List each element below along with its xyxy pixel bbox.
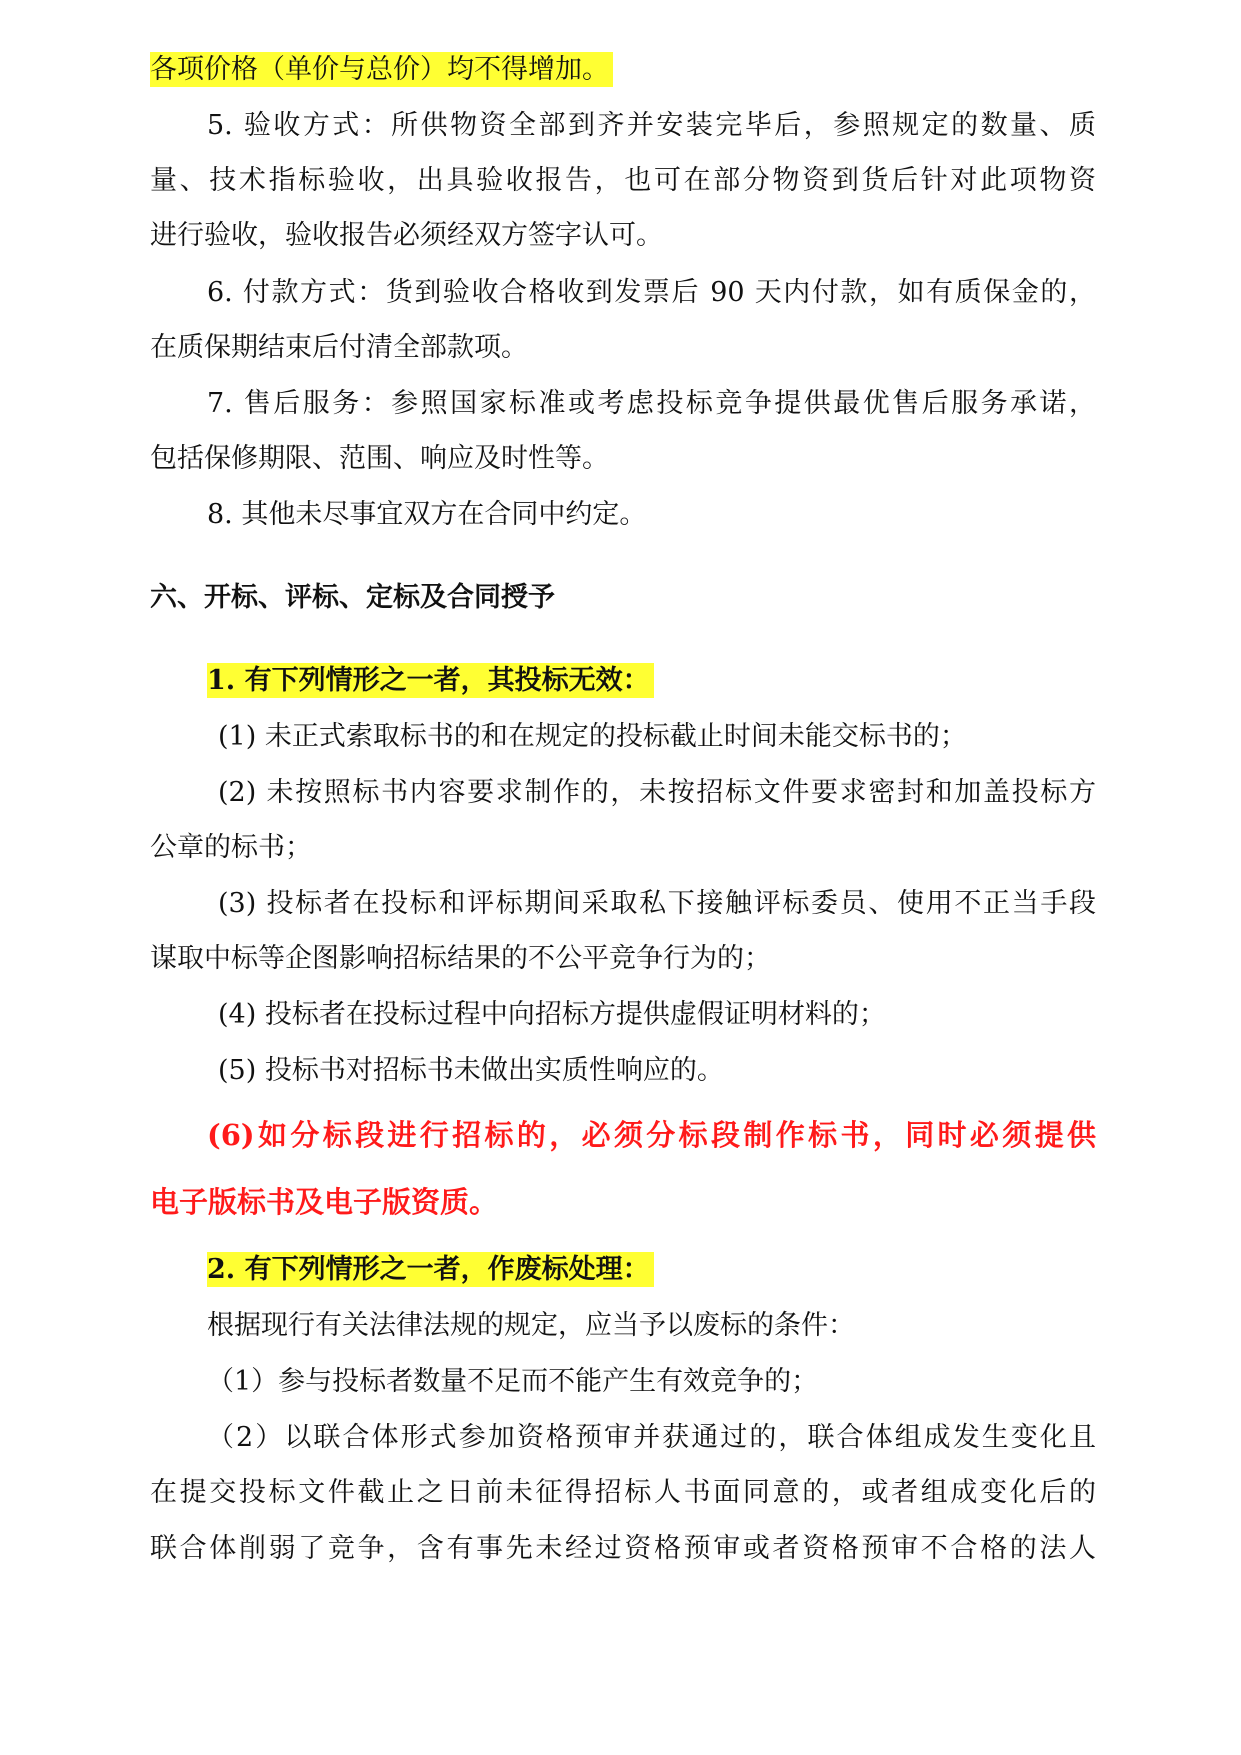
invalid-case-2-line-2: 公章的标书； (150, 832, 312, 863)
item-5-acceptance-line-1: 5. 验收方式：所供物资全部到齐并安装完毕后，参照规定的数量、质 (207, 110, 1096, 141)
paragraph-prices-tail (150, 50, 613, 90)
invalid-case-1: (1) 未正式索取标书的和在规定的投标截止时间未能交标书的； (218, 721, 967, 752)
item-8-other: 8. 其他未尽事宜双方在合同中约定。 (207, 499, 647, 530)
subsection-heading-invalid-bid (207, 661, 654, 701)
void-case-2-line-1: （2）以联合体形式参加资格预审并获通过的，联合体组成发生变化且 (207, 1422, 1096, 1453)
invalid-case-2-line-1: (2) 未按照标书内容要求制作的，未按招标文件要求密封和加盖投标方 (218, 777, 1096, 808)
highlighted-heading: 1. 有下列情形之一者，其投标无效： (207, 663, 654, 698)
invalid-case-3-line-2: 谋取中标等企图影响招标结果的不公平竞争行为的； (150, 943, 771, 974)
void-case-2-line-3: 联合体削弱了竞争，含有事先未经过资格预审或者资格预审不合格的法人 (150, 1533, 1096, 1564)
void-case-1: （1）参与投标者数量不足而不能产生有效竞争的； (207, 1366, 819, 1397)
void-case-2-line-2: 在提交投标文件截止之日前未征得招标人书面同意的，或者组成变化后的 (150, 1477, 1096, 1508)
invalid-case-3-line-1: (3) 投标者在投标和评标期间采取私下接触评标委员、使用不正当手段 (218, 888, 1096, 919)
item-7-service-line-2: 包括保修期限、范围、响应及时性等。 (150, 443, 609, 474)
subsection-heading-void-bid (207, 1250, 654, 1290)
section-heading-6: 六、开标、评标、定标及合同授予 (150, 582, 555, 613)
item-6-payment-line-1: 6. 付款方式：货到验收合格收到发票后 90 天内付款，如有质保金的， (207, 277, 1096, 308)
item-5-acceptance-line-2: 量、技术指标验收，出具验收报告，也可在部分物资到货后针对此项物资 (150, 165, 1096, 196)
highlighted-text: 各项价格（单价与总价）均不得增加。 (150, 52, 613, 87)
invalid-case-6-emphasis-line-1: (6)如分标段进行招标的，必须分标段制作标书，同时必须提供 (207, 1118, 1096, 1152)
invalid-case-6-emphasis-line-2: 电子版标书及电子版资质。 (150, 1185, 499, 1219)
invalid-case-5: (5) 投标书对招标书未做出实质性响应的。 (218, 1055, 724, 1086)
void-conditions-intro: 根据现行有关法律法规的规定，应当予以废标的条件： (207, 1310, 855, 1341)
invalid-case-4: (4) 投标者在投标过程中向招标方提供虚假证明材料的； (218, 999, 886, 1030)
item-6-payment-line-2: 在质保期结束后付清全部款项。 (150, 332, 528, 363)
highlighted-heading: 2. 有下列情形之一者，作废标处理： (207, 1252, 654, 1287)
item-7-service-line-1: 7. 售后服务：参照国家标准或考虑投标竞争提供最优售后服务承诺， (207, 388, 1096, 419)
item-5-acceptance-line-3: 进行验收，验收报告必须经双方签字认可。 (150, 220, 663, 251)
